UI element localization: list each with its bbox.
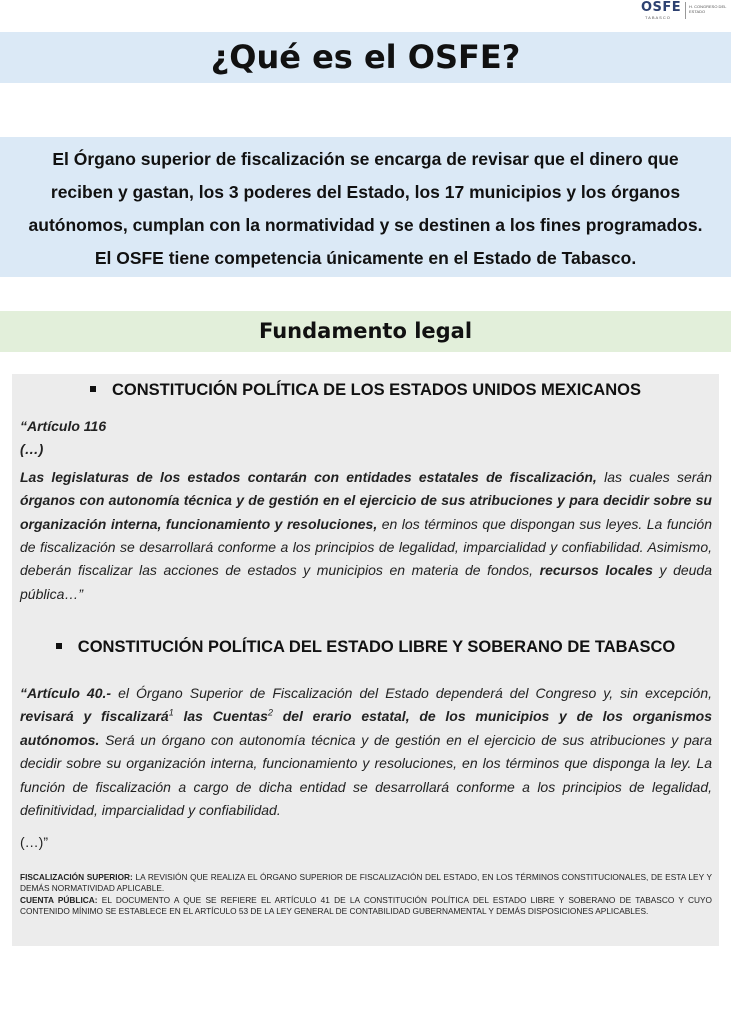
logo-subtitle: TABASCO — [645, 15, 671, 20]
definition-line: El OSFE tiene competencia únicamente en el Estado de Tabasco. — [94, 248, 637, 268]
bold-text: Las legislaturas de los estados contarán con entidades estatales de fiscalización, — [20, 468, 597, 485]
bold-text: órganos con autonomía técnica y de gestión en el ejercicio de sus atribuciones y para decidir sobre su organización interna, funcionamiento y resoluciones, — [20, 492, 712, 532]
footnote-2 — [20, 895, 712, 918]
article-40-label: “Artículo 40.- — [20, 685, 112, 701]
osfe-logo — [641, 0, 731, 22]
bold-text: revisará y fiscalizará — [20, 708, 169, 725]
footnote-ref: 1 — [168, 707, 174, 718]
ellipsis: (…) — [20, 441, 44, 458]
page-title: ¿Qué es el OSFE? — [0, 32, 731, 83]
closing-ellipsis: (…)” — [20, 834, 48, 851]
bold-text: las Cuentas — [173, 708, 268, 725]
plain-text: y deuda pública…” — [20, 562, 712, 602]
footnote-definition: EL DOCUMENTO A QUE SE REFIERE EL ARTÍCULO 41 DE LA CONSTITUCIÓN POLÍTICA DEL ESTADO LIBRE Y SOBERANO DE TABASCO Y CUYO CONTENIDO MÍNIMO SE ESTABLECE EN EL ARTÍCULO 53 DE LA LEY GENERAL DE CONTABILIDAD GUBERNAMENTAL Y DEMÁS DISPOSICIONES APLICABLES. — [20, 894, 712, 916]
plain-text: en los términos que dispongan sus leyes. La función de fiscalización se desarrollará conforme a los principios de legalidad, imparcialidad y confiabilidad. Asimismo, deberán fiscalizar las acciones de estados y municipios en materia de fondos, — [20, 515, 712, 579]
article-116-label: “Artículo 116 — [20, 418, 107, 434]
section1-quote — [20, 415, 712, 606]
section1-heading-text: CONSTITUCIÓN POLÍTICA DE LOS ESTADOS UNIDOS MEXICANOS — [112, 381, 641, 399]
definition-line: autónomos, cumplan con la normatividad y se destinen a los fines programados. — [28, 215, 703, 235]
bullet-icon — [56, 643, 62, 649]
article-40-text — [20, 682, 712, 822]
definition-line: El Órgano superior de fiscalización se encarga de revisar que el dinero que — [52, 149, 679, 169]
footnote-definition: LA REVISIÓN QUE REALIZA EL ÓRGANO SUPERIOR DE FISCALIZACIÓN DEL ESTADO, EN LOS TÉRMINOS CONSTITUCIONALES, DE ESTA LEY Y DEMÁS NORMATIVIDAD APLICABLE. — [20, 872, 712, 894]
logo-right-text: H. CONGRESO DEL ESTADO — [689, 4, 727, 14]
section2-heading-text: CONSTITUCIÓN POLÍTICA DEL ESTADO LIBRE Y SOBERANO DE TABASCO — [77, 638, 676, 656]
plain-text: las cuales serán — [596, 468, 713, 485]
logo-divider — [685, 2, 686, 19]
footnote-term: CUENTA PÚBLICA: — [20, 894, 98, 905]
plain-text: el Órgano Superior de Fiscalización del Estado dependerá del Congreso y, sin excepción, — [111, 685, 713, 701]
logo-name: OSFE — [641, 0, 682, 15]
legal-basis-box — [12, 374, 719, 946]
plain-text: Será un órgano con autonomía técnica y de gestión en el ejercicio de sus atribuciones y para decidir sobre su organización interna, funcionamiento y resoluciones, en los términos que disponga la ley. La función de fiscalización a cargo de dicha entidad se desarrollará conforme a los principios de legalidad, definitividad, imparcialidad y confiabilidad. — [20, 731, 712, 819]
article-116-text — [20, 466, 712, 606]
bold-text: del erario estatal, de los municipios y de los organismos autónomos. — [20, 708, 712, 748]
footnote-1 — [20, 872, 712, 895]
fundamento-heading: Fundamento legal — [0, 311, 731, 352]
bullet-icon — [90, 386, 96, 392]
definition-line: reciben y gastan, los 3 poderes del Estado, los 17 municipios y los órganos — [50, 182, 681, 202]
bold-text: recursos locales — [539, 562, 653, 579]
footnote-term: FISCALIZACIÓN SUPERIOR: — [20, 872, 133, 882]
section2-heading — [12, 638, 719, 657]
definition-box — [0, 137, 731, 277]
footnotes — [20, 872, 712, 917]
footnote-ref: 2 — [267, 707, 273, 718]
section2-quote — [20, 682, 712, 855]
section1-heading — [12, 381, 719, 400]
